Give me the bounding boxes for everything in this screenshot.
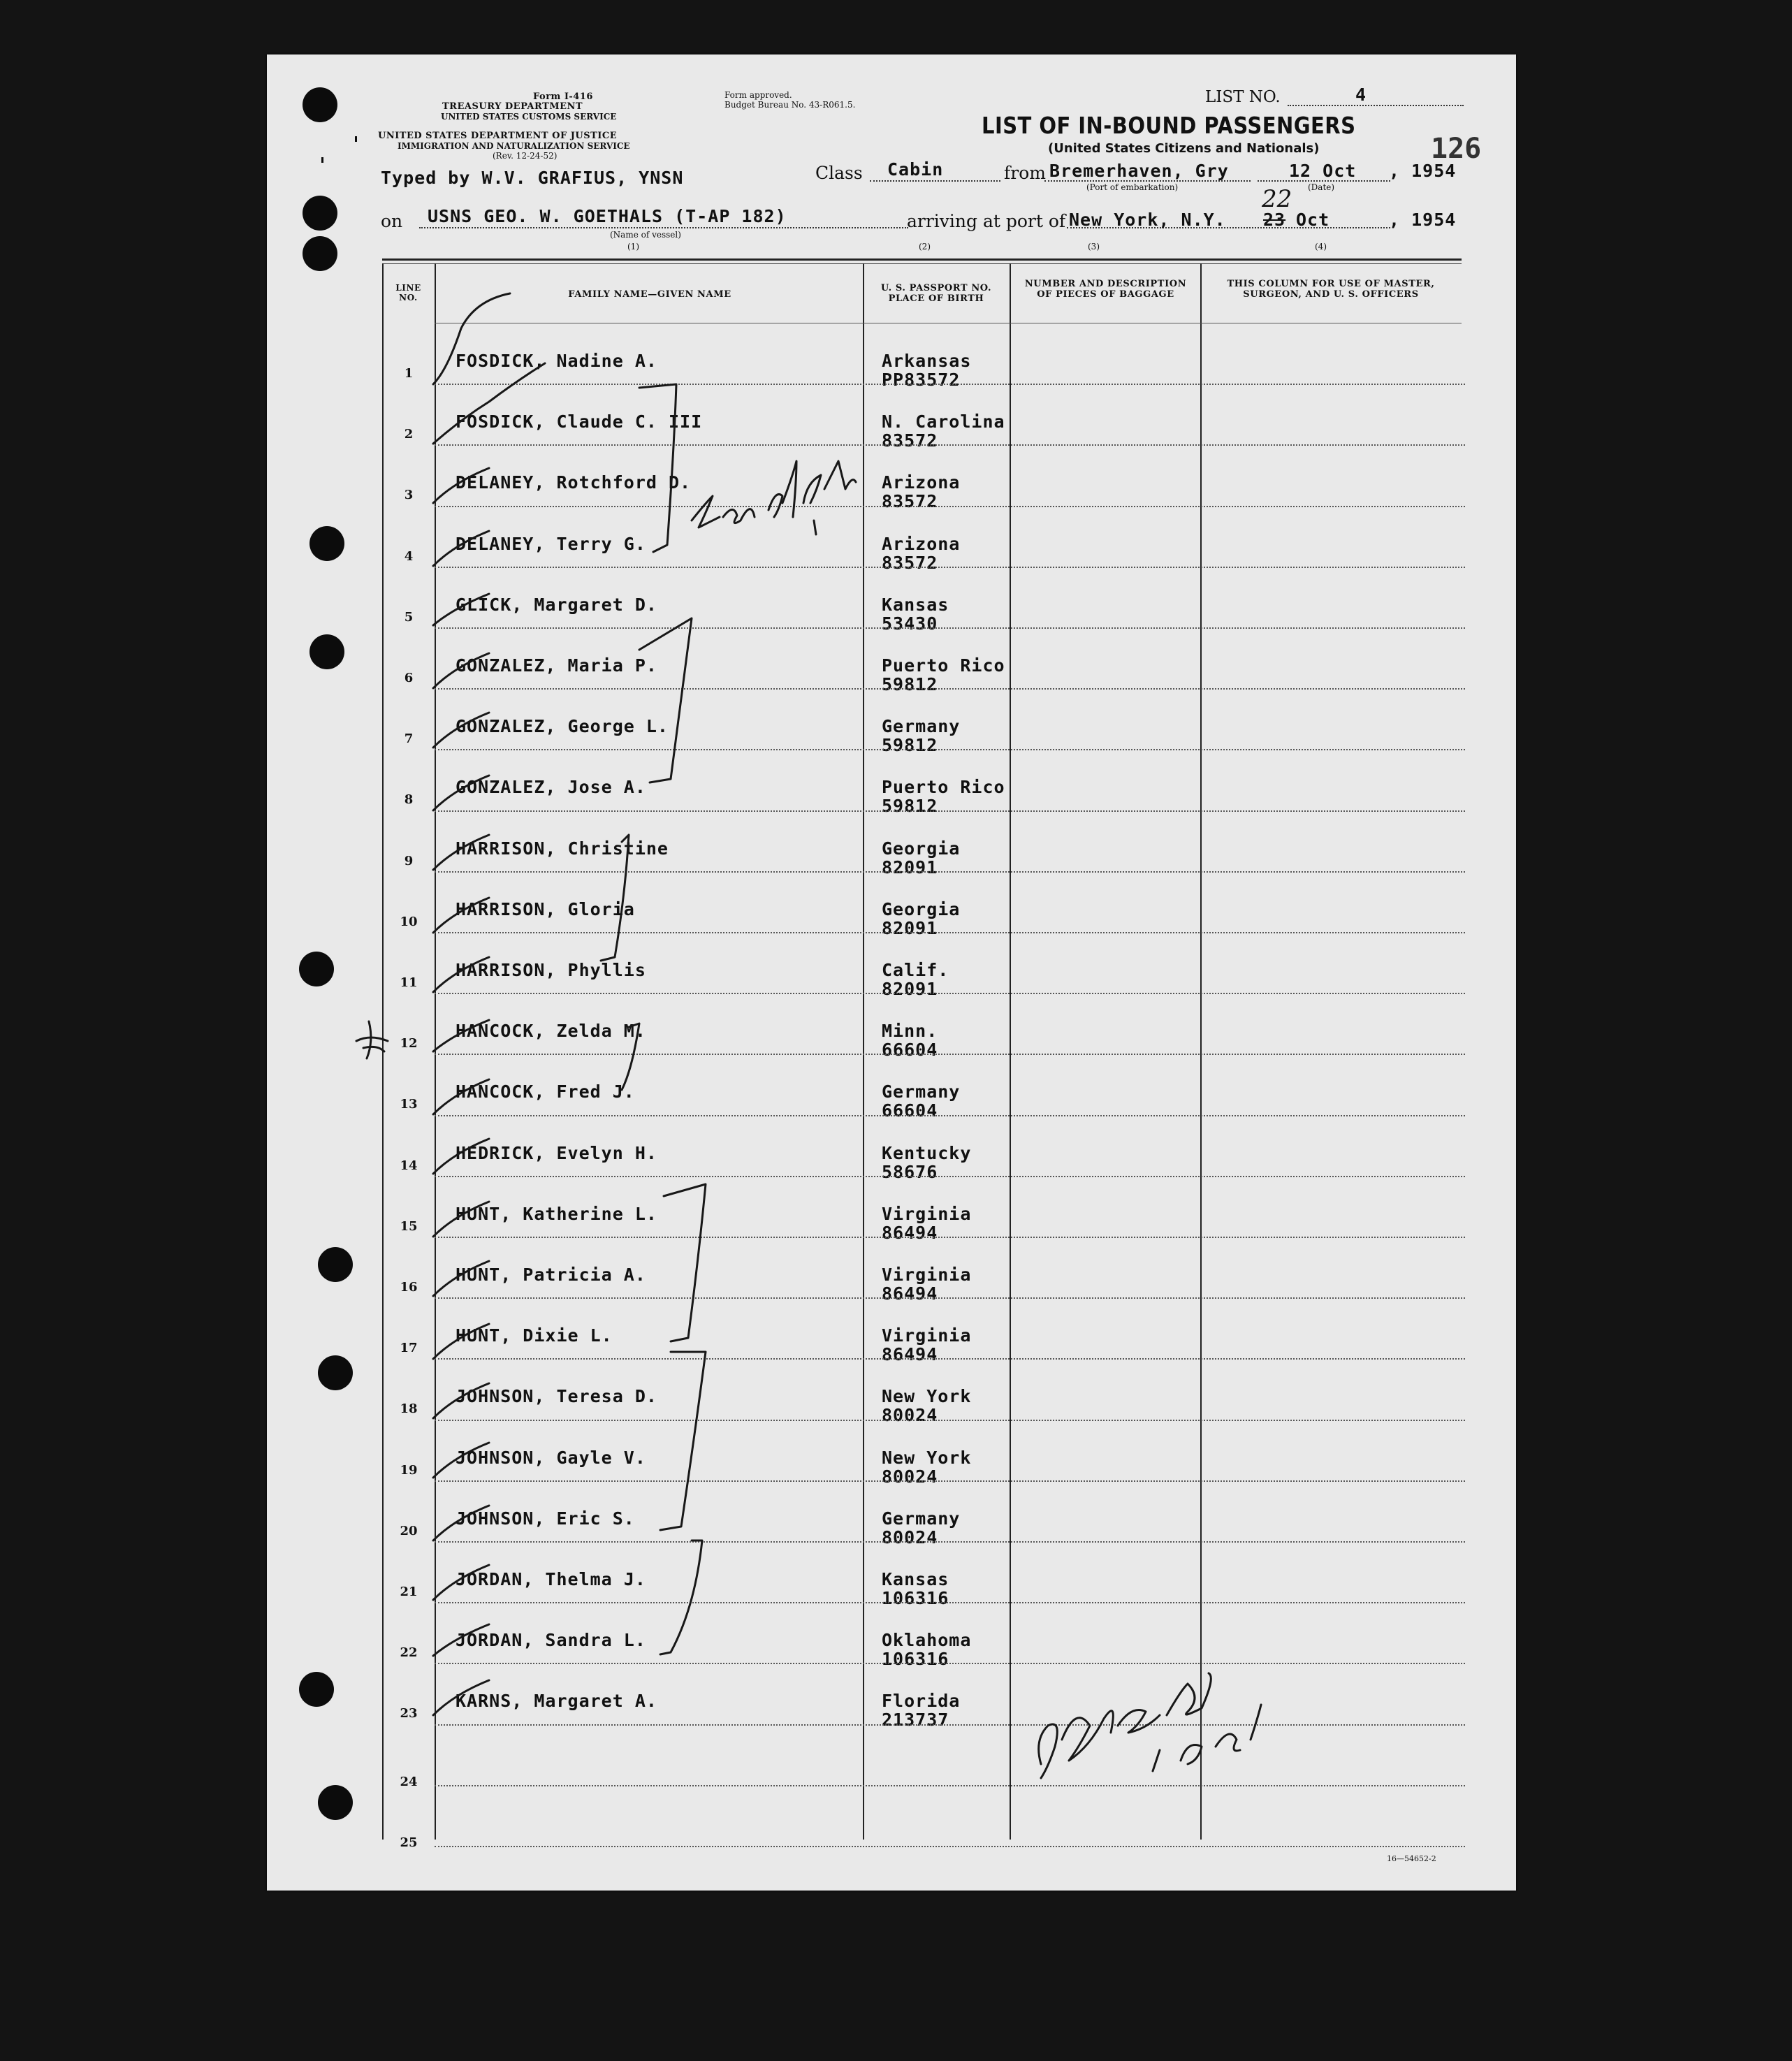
col-num-3: (3) <box>1088 242 1100 252</box>
passport-number: 106316 <box>882 1649 949 1670</box>
row-divider <box>435 1358 1465 1360</box>
passport-number: 83572 <box>882 491 938 512</box>
line-number: 7 <box>404 731 414 747</box>
place-of-birth: Florida <box>882 1691 961 1712</box>
page-number: 126 <box>1431 133 1482 165</box>
arrival-month: Oct <box>1296 210 1330 230</box>
class-label: Class <box>815 163 863 183</box>
punch-hole <box>309 634 344 669</box>
class-line <box>870 180 1000 182</box>
row-divider <box>435 627 1465 629</box>
tick-mark <box>321 157 323 163</box>
passport-number: 66604 <box>882 1100 938 1121</box>
punch-hole <box>318 1355 353 1390</box>
line-number: 14 <box>400 1158 418 1173</box>
passport-number: 83572 <box>882 430 938 451</box>
row-divider <box>435 932 1465 933</box>
passenger-name: HARRISON, Phyllis <box>456 960 646 980</box>
row-divider <box>435 749 1465 750</box>
immigration-service: IMMIGRATION AND NATURALIZATION SERVICE <box>398 141 630 151</box>
col-num-2: (2) <box>919 242 931 252</box>
row-divider <box>435 1480 1465 1482</box>
row-divider <box>435 1602 1465 1603</box>
passenger-name: JOHNSON, Eric S. <box>456 1508 635 1529</box>
arrival-year: , 1954 <box>1389 210 1457 230</box>
passenger-name: JORDAN, Thelma J. <box>456 1569 646 1589</box>
passenger-name: GONZALEZ, George L. <box>456 716 669 737</box>
line-number: 5 <box>404 609 414 625</box>
form-approved: Form approved. <box>724 90 792 100</box>
place-of-birth: Calif. <box>882 960 949 980</box>
place-of-birth: Arizona <box>882 533 961 554</box>
header-line-no: LINE NO. <box>395 283 421 303</box>
passenger-name: DELANEY, Rotchford D. <box>456 472 692 493</box>
list-no-value: 4 <box>1355 85 1367 105</box>
line-number: 2 <box>404 427 414 442</box>
punch-hole <box>299 952 334 986</box>
header-officers: THIS COLUMN FOR USE OF MASTER, SURGEON, AND U. S. OFFICERS <box>1227 279 1435 300</box>
place-of-birth: Virginia <box>882 1325 972 1346</box>
line-number: 24 <box>400 1774 418 1789</box>
line-number: 11 <box>400 975 418 990</box>
punch-hole <box>299 1672 334 1707</box>
passenger-name: HUNT, Patricia A. <box>456 1265 646 1285</box>
footer-code: 16—54652-2 <box>1387 1854 1436 1863</box>
list-no-label: LIST NO. <box>1205 88 1281 106</box>
passenger-name: DELANEY, Terry G. <box>456 533 646 554</box>
passenger-name: GONZALEZ, Jose A. <box>456 777 646 798</box>
punch-hole <box>309 526 344 561</box>
row-divider <box>435 1785 1465 1786</box>
passenger-name: GONZALEZ, Maria P. <box>456 655 657 676</box>
arrival-date-corrected: 22 <box>1262 185 1292 213</box>
passport-number: 106316 <box>882 1588 949 1608</box>
row-divider <box>435 810 1465 812</box>
passport-number: 59812 <box>882 796 938 817</box>
line-number: 16 <box>400 1280 418 1295</box>
list-no-line <box>1288 105 1464 106</box>
row-divider <box>435 993 1465 994</box>
passport-number: 86494 <box>882 1222 938 1243</box>
tick-mark <box>355 136 357 142</box>
row-divider <box>435 567 1465 568</box>
line-number: 10 <box>400 914 418 929</box>
passport-number: PP83572 <box>882 370 961 390</box>
passenger-name: FOSDICK, Nadine A. <box>456 351 657 371</box>
line-number: 19 <box>400 1462 418 1478</box>
depart-date: 12 Oct <box>1289 161 1357 181</box>
place-of-birth: Georgia <box>882 838 961 859</box>
passenger-name: JORDAN, Sandra L. <box>456 1630 646 1651</box>
class-value: Cabin <box>887 159 944 180</box>
line-number: 25 <box>400 1835 418 1850</box>
passport-number: 82091 <box>882 979 938 999</box>
passport-number: 82091 <box>882 917 938 938</box>
page-title: LIST OF IN-BOUND PASSENGERS <box>982 112 1356 139</box>
place-of-birth: New York <box>882 1386 972 1407</box>
passenger-name: HUNT, Dixie L. <box>456 1325 613 1346</box>
header-name: FAMILY NAME—GIVEN NAME <box>568 289 731 300</box>
passport-number: 53430 <box>882 613 938 634</box>
passport-number: 80024 <box>882 1466 938 1487</box>
page-subtitle: (United States Citizens and Nationals) <box>1048 141 1320 156</box>
punch-hole <box>303 196 337 231</box>
port-embarkation-caption: (Port of embarkation) <box>1086 182 1179 192</box>
passport-number: 213737 <box>882 1710 949 1731</box>
line-number: 18 <box>400 1401 418 1417</box>
punch-hole <box>303 236 337 271</box>
place-of-birth: Virginia <box>882 1265 972 1285</box>
row-divider <box>435 1420 1465 1421</box>
arrival-date-struck: 23 <box>1263 210 1286 230</box>
place-of-birth: Georgia <box>882 898 961 919</box>
passport-number: 66604 <box>882 1040 938 1061</box>
passenger-name: JOHNSON, Teresa D. <box>456 1386 657 1407</box>
vessel-line <box>419 227 908 228</box>
arriving-label: arriving at port of <box>907 211 1066 231</box>
row-divider <box>435 1663 1465 1664</box>
vessel-caption: (Name of vessel) <box>610 230 681 240</box>
row-divider <box>435 1115 1465 1116</box>
from-value: Bremerhaven, Gry <box>1049 161 1229 181</box>
place-of-birth: N. Carolina <box>882 412 1005 432</box>
form-revision: (Rev. 12-24-52) <box>493 151 558 161</box>
form-number: Form I-416 <box>533 92 593 102</box>
treasury-dept: TREASURY DEPARTMENT <box>442 101 583 112</box>
typed-by: Typed by W.V. GRAFIUS, YNSN <box>381 168 684 188</box>
budget-bureau: Budget Bureau No. 43-R061.5. <box>724 100 856 110</box>
punch-hole <box>303 87 337 122</box>
place-of-birth: Kentucky <box>882 1142 972 1163</box>
date-caption: (Date) <box>1308 182 1335 192</box>
row-divider <box>435 444 1465 446</box>
line-number: 15 <box>400 1218 418 1234</box>
depart-year: , 1954 <box>1389 161 1457 181</box>
vessel-name: USNS GEO. W. GOETHALS (T-AP 182) <box>428 206 787 226</box>
row-divider <box>435 384 1465 385</box>
passport-number: 86494 <box>882 1344 938 1365</box>
passport-number: 80024 <box>882 1527 938 1547</box>
header-passport: U. S. PASSPORT NO. PLACE OF BIRTH <box>880 283 992 304</box>
passenger-name: HARRISON, Christine <box>456 838 669 859</box>
line-number: 12 <box>400 1036 418 1051</box>
place-of-birth: Germany <box>882 1508 961 1529</box>
place-of-birth: Puerto Rico <box>882 655 1005 676</box>
passenger-name: HANCOCK, Fred J. <box>456 1082 635 1102</box>
line-number: 13 <box>400 1097 418 1112</box>
arrival-port: New York, N.Y. <box>1069 210 1226 230</box>
place-of-birth: Germany <box>882 1082 961 1102</box>
row-divider <box>435 1054 1465 1055</box>
row-divider <box>435 1297 1465 1299</box>
justice-dept: UNITED STATES DEPARTMENT OF JUSTICE <box>378 131 618 141</box>
customs-service: UNITED STATES CUSTOMS SERVICE <box>441 112 617 122</box>
passenger-name: GLICK, Margaret D. <box>456 594 657 615</box>
place-of-birth: Arizona <box>882 472 961 493</box>
line-number: 1 <box>404 366 414 381</box>
line-number: 20 <box>400 1523 418 1538</box>
place-of-birth: New York <box>882 1447 972 1468</box>
punch-hole <box>318 1247 353 1282</box>
passport-number: 82091 <box>882 857 938 877</box>
row-divider <box>435 1176 1465 1177</box>
row-divider <box>435 1541 1465 1543</box>
line-number: 17 <box>400 1341 418 1356</box>
line-number: 22 <box>400 1645 418 1661</box>
passport-number: 83572 <box>882 552 938 573</box>
passport-number: 59812 <box>882 735 938 756</box>
line-number: 9 <box>404 853 414 868</box>
punch-hole <box>318 1785 353 1820</box>
passenger-name: HANCOCK, Zelda M. <box>456 1021 646 1042</box>
header-baggage: NUMBER AND DESCRIPTION OF PIECES OF BAGGAGE <box>1024 279 1187 300</box>
place-of-birth: Oklahoma <box>882 1630 972 1651</box>
passport-number: 86494 <box>882 1283 938 1304</box>
place-of-birth: Arkansas <box>882 351 972 371</box>
row-divider <box>435 1724 1465 1726</box>
on-label: on <box>381 211 403 231</box>
passport-number: 59812 <box>882 674 938 694</box>
line-number: 8 <box>404 792 414 808</box>
passport-number: 58676 <box>882 1161 938 1182</box>
passenger-name: HARRISON, Gloria <box>456 898 635 919</box>
place-of-birth: Kansas <box>882 594 949 615</box>
passenger-name: HEDRICK, Evelyn H. <box>456 1142 657 1163</box>
line-number: 21 <box>400 1585 418 1599</box>
place-of-birth: Germany <box>882 716 961 737</box>
passenger-name: HUNT, Katherine L. <box>456 1203 657 1224</box>
passenger-name: JOHNSON, Gayle V. <box>456 1447 646 1468</box>
line-number: 4 <box>404 548 414 564</box>
place-of-birth: Minn. <box>882 1021 938 1042</box>
row-divider <box>435 1237 1465 1238</box>
from-label: from <box>1004 163 1046 183</box>
place-of-birth: Puerto Rico <box>882 777 1005 798</box>
row-divider <box>435 1846 1465 1847</box>
line-number: 23 <box>400 1706 418 1721</box>
line-number: 3 <box>404 488 414 503</box>
line-number: 6 <box>404 671 414 685</box>
place-of-birth: Kansas <box>882 1569 949 1589</box>
col-num-1: (1) <box>627 242 639 252</box>
row-divider <box>435 688 1465 690</box>
passport-number: 80024 <box>882 1405 938 1426</box>
row-divider <box>435 506 1465 507</box>
col-num-4: (4) <box>1315 242 1327 252</box>
passenger-name: FOSDICK, Claude C. III <box>456 412 703 432</box>
passenger-name: KARNS, Margaret A. <box>456 1691 657 1712</box>
place-of-birth: Virginia <box>882 1203 972 1224</box>
row-divider <box>435 871 1465 873</box>
